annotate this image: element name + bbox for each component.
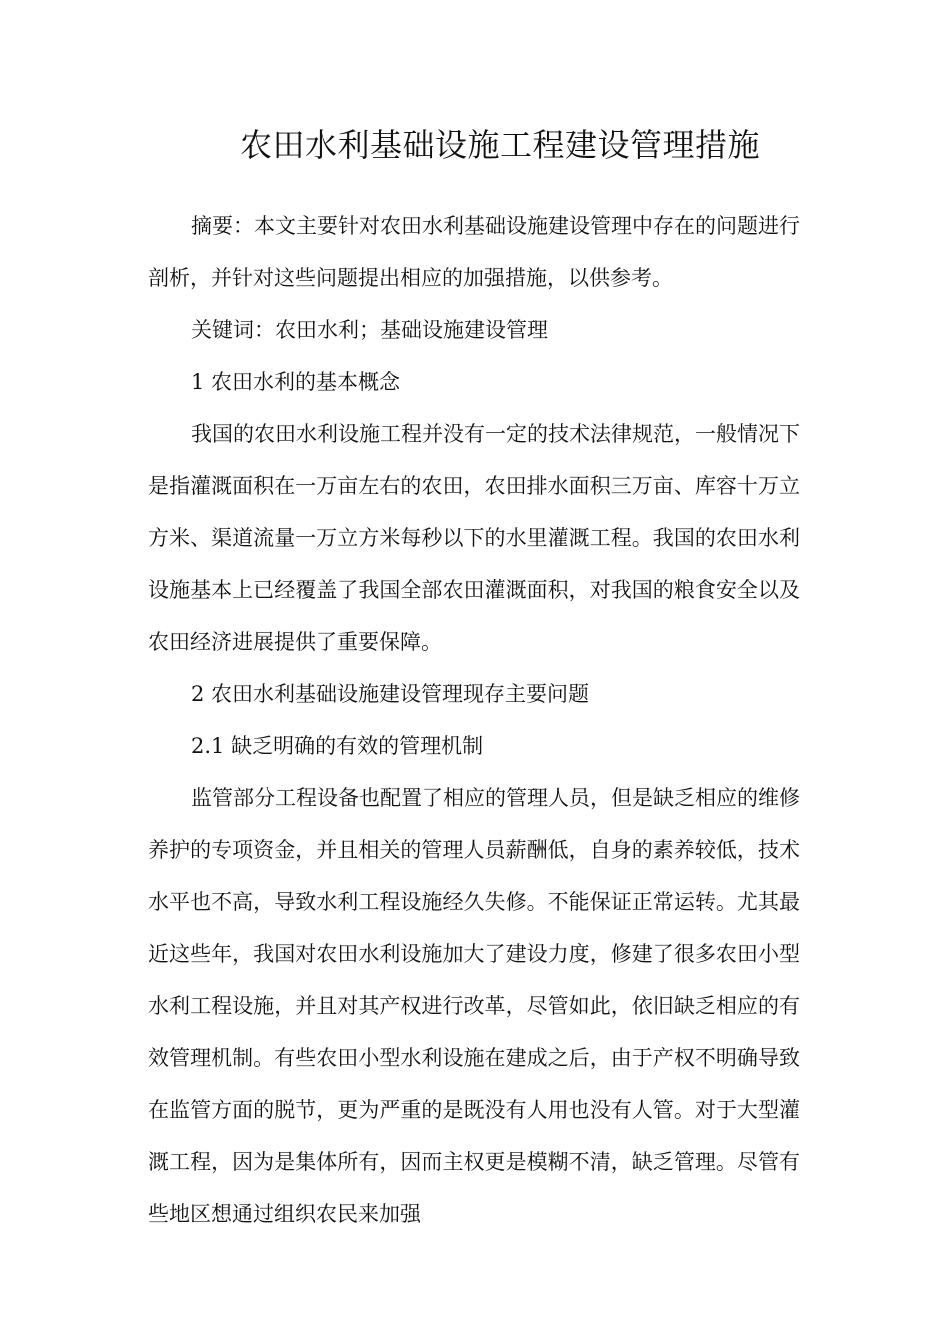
section-1-heading: 1 农田水利的基本概念 (191, 370, 401, 394)
section-2-1-heading: 2.1 缺乏明确的有效的管理机制 (191, 734, 484, 758)
section-1-paragraph: 我国的农田水利设施工程并没有一定的技术法律规范，一般情况下是指灌溉面积在一万亩左右的农田，农田排水面积三万亩、库容十万立方米、渠道流量一万立方米每秒以下的水里灌溉工程。我国的农田水利设施基本上已经覆盖了我国全部农田灌溉面积，对我国的粮食安全以及农田经济进展提供了重要保障。 (148, 422, 800, 654)
abstract-paragraph: 摘要：本文主要针对农田水利基础设施建设管理中存在的问题进行剖析，并针对这些问题提出相应的加强措施，以供参考。 (148, 214, 800, 290)
keywords-line: 关键词：农田水利；基础设施建设管理 (191, 318, 548, 342)
document-title: 农田水利基础设施工程建设管理措施 (239, 126, 760, 164)
document-body (148, 120, 800, 1240)
section-2-heading: 2 农田水利基础设施建设管理现存主要问题 (191, 682, 590, 706)
section-2-1-paragraph: 监管部分工程设备也配置了相应的管理人员，但是缺乏相应的维修养护的专项资金，并且相关的管理人员薪酬低，自身的素养较低，技术水平也不高，导致水利工程设施经久失修。不能保证正常运转。尤其最近这些年，我国对农田水利设施加大了建设力度，修建了很多农田小型水利工程设施，并且对其产权进行改革，尽管如此，依旧缺乏相应的有效管理机制。有些农田小型水利设施在建成之后，由于产权不明确导致在监管方面的脱节，更为严重的是既没有人用也没有人管。对于大型灌溉工程，因为是集体所有，因而主权更是模糊不清，缺乏管理。尽管有些地区想通过组织农民来加强 (148, 786, 800, 1226)
